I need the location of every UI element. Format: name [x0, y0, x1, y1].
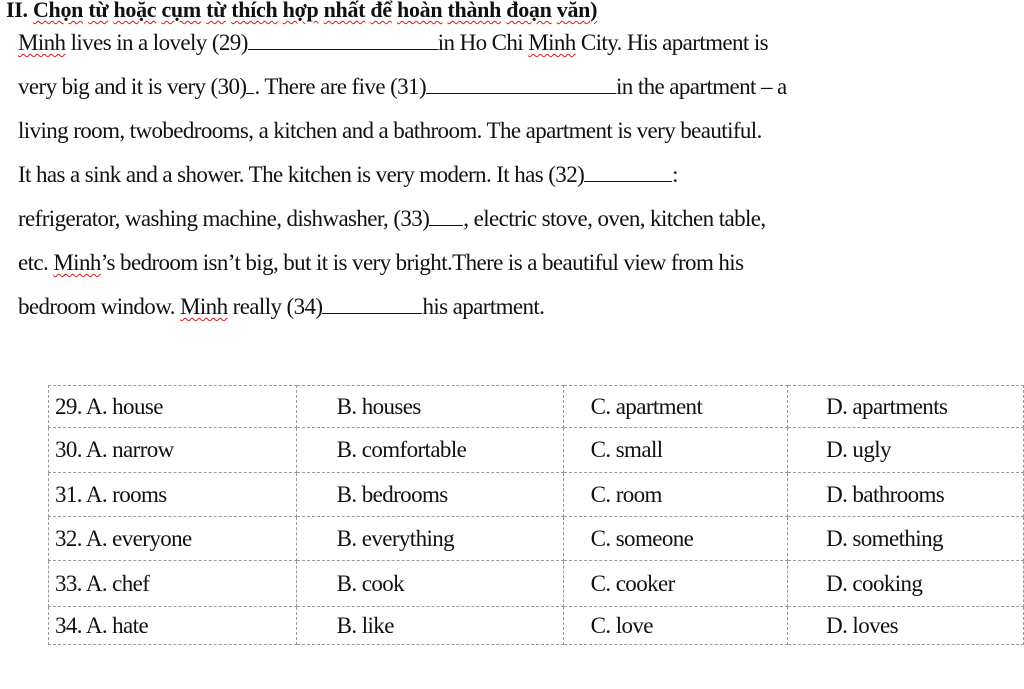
option-b: B. houses: [296, 386, 563, 428]
heading-word: văn): [556, 0, 598, 22]
passage-text: really (34): [227, 294, 323, 319]
heading-word: thành: [447, 0, 502, 22]
passage-text: etc.: [18, 250, 54, 275]
passage-text: in the apartment – a: [616, 74, 787, 99]
heading-word: hoặc: [113, 0, 157, 22]
heading-word: hoàn: [397, 0, 443, 22]
option-c: C. small: [563, 428, 787, 473]
blank-31: [426, 71, 616, 94]
misspelled-word: Minh: [18, 30, 66, 55]
question-row-29: [49, 386, 1024, 428]
passage-text: , electric stove, oven, kitchen table,: [463, 206, 766, 231]
passage-text: City. His apartment is: [575, 30, 769, 55]
passage-line: [18, 158, 1018, 202]
passage-text: bedroom window.: [18, 294, 181, 319]
heading-word: từ: [88, 0, 109, 22]
option-a: 32. A. everyone: [49, 517, 297, 561]
answer-options-table: [48, 385, 1024, 645]
question-row-30: [49, 428, 1024, 473]
passage-text: very big and it is very (30): [18, 74, 247, 99]
reading-passage: [18, 26, 1018, 334]
option-c: C. room: [563, 473, 787, 517]
question-row-33: [49, 561, 1024, 607]
option-c: C. apartment: [563, 386, 787, 428]
passage-text: It has a sink and a shower. The kitchen is very modern. It has (32): [18, 162, 585, 187]
passage-text: in Ho Chi: [437, 30, 529, 55]
option-d: D. bathrooms: [788, 473, 1024, 517]
blank-29: [248, 27, 438, 50]
option-d: D. ugly: [788, 428, 1024, 473]
option-d: D. loves: [788, 607, 1024, 645]
option-c: C. love: [563, 607, 787, 645]
passage-line: [18, 290, 1018, 334]
option-b: B. cook: [296, 561, 563, 607]
passage-line: [18, 70, 1018, 114]
blank-32: [584, 159, 672, 182]
blank-34: [322, 291, 422, 314]
passage-text: lives in a lovely (29): [65, 30, 248, 55]
option-b: B. like: [296, 607, 563, 645]
question-row-32: [49, 517, 1024, 561]
passage-text: refrigerator, washing machine, dishwasher, (33): [18, 206, 430, 231]
option-a: 34. A. hate: [49, 607, 297, 645]
question-row-34: [49, 607, 1024, 645]
heading-word: Chọn: [32, 0, 84, 22]
option-b: B. comfortable: [296, 428, 563, 473]
passage-text: :: [672, 162, 678, 187]
passage-line: [18, 26, 1018, 70]
passage-text: ’s bedroom isn’t big, but it is very bright.There is a beautiful view from his: [100, 250, 744, 275]
question-row-31: [49, 473, 1024, 517]
misspelled-word: Minh: [528, 30, 576, 55]
heading-word: để: [370, 0, 392, 22]
heading-word: từ: [206, 0, 227, 22]
heading-word: đoạn: [506, 0, 552, 22]
option-d: D. cooking: [788, 561, 1024, 607]
option-b: B. everything: [296, 517, 563, 561]
option-d: D. something: [788, 517, 1024, 561]
heading-word: nhất: [323, 0, 366, 22]
blank-33: [429, 203, 463, 226]
misspelled-word: Minh: [53, 250, 101, 275]
option-b: B. bedrooms: [296, 473, 563, 517]
passage-text: . There are five (31): [254, 74, 426, 99]
passage-line: [18, 114, 1018, 158]
option-a: 33. A. chef: [49, 561, 297, 607]
passage-line: [18, 202, 1018, 246]
passage-text: his apartment.: [422, 294, 545, 319]
passage-line: [18, 246, 1018, 290]
section-heading: [6, 0, 597, 23]
heading-word: hợp: [282, 0, 319, 22]
misspelled-word: Minh: [180, 294, 228, 319]
passage-text: living room, twobedrooms, a kitchen and a bathroom. The apartment is very beautiful.: [18, 118, 762, 143]
option-a: 31. A. rooms: [49, 473, 297, 517]
heading-word: cụm: [161, 0, 201, 22]
option-a: 30. A. narrow: [49, 428, 297, 473]
section-number: II.: [6, 0, 28, 22]
option-d: D. apartments: [788, 386, 1024, 428]
option-a: 29. A. house: [49, 386, 297, 428]
option-c: C. cooker: [563, 561, 787, 607]
option-c: C. someone: [563, 517, 787, 561]
heading-word: thích: [231, 0, 278, 22]
